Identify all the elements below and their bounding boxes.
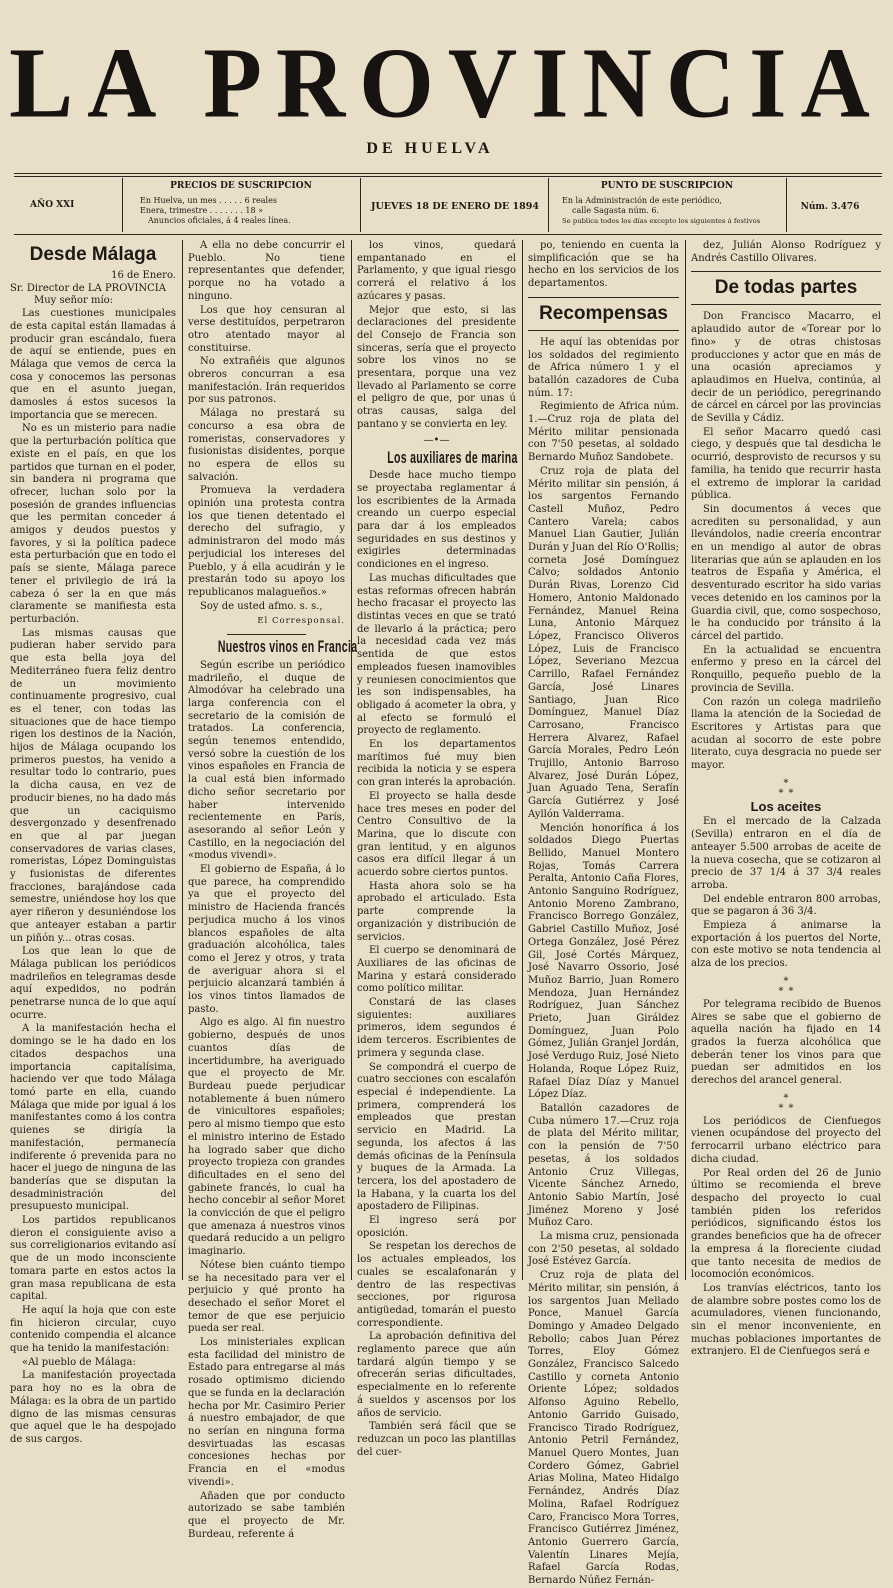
subscription-line: Anuncios oficiales, á 4 reales línea. bbox=[148, 216, 291, 225]
subscription-point-line: calle Sagasta núm. 6. bbox=[572, 206, 660, 215]
column-separator bbox=[182, 240, 183, 1280]
article-heading: Desde Málaga bbox=[29, 244, 157, 265]
column-3 bbox=[357, 240, 518, 1458]
info-separator bbox=[786, 178, 787, 232]
paragraph: No extrañéis que algunos obreros concurran a esa manifestación. Irán requeridos por sus patronos. bbox=[188, 356, 345, 406]
paragraph: En la actualidad se encuentra enfermo y preso en la cárcel del Ronquillo, pequeño pueblo de la provincia de Sevilla. bbox=[691, 644, 881, 694]
column-4 bbox=[528, 240, 679, 1587]
column-separator bbox=[522, 240, 523, 1280]
paragraph: Se respetan los derechos de los actuales empleados, los cuales se escalafonarán y dentro de las respectivas secciones, por rigurosa antigüedad, tomarán el puesto correspondiente. bbox=[357, 1241, 516, 1329]
section-heading: Los aceites bbox=[750, 798, 822, 814]
paragraph: Los que hoy censuran al verse destituídos, perpetraron otro atentado mayor al constituirse. bbox=[188, 304, 345, 354]
issue-number: Núm. 3.476 bbox=[800, 202, 860, 212]
salutation: Sr. Director de LA PROVINCIA bbox=[10, 282, 166, 294]
paragraph: Los periódicos de Cienfuegos vienen ocupándose del proyecto del ferrocarril urbano eléctrico para dicha ciudad. bbox=[691, 1115, 881, 1165]
paragraph: Los tranvías eléctricos, tanto los de alambre sobre postes como los de acumuladores, vienen funcionando, sin el menor inconveniente, en muchas poblaciones importantes de extranjero. El de Cienfuegos será e bbox=[691, 1282, 881, 1358]
header-rule-top-2 bbox=[14, 176, 882, 177]
ornament-stars: ∗ ∗ ∗ bbox=[777, 973, 795, 995]
paragraph: Don Francisco Macarro, el aplaudido autor de «Torear por lo fino» y de otras chistosas producciones y actor que en más de una ocasión apreciamos y aplaudimos en Huelva, continúa, al decir de un periódico, peregrinando de cárcel en cárcel por las provincias de Sevilla y Cádiz. bbox=[691, 311, 881, 425]
paragraph: El señor Macarro quedó casi ciego, y después que tal desdicha le ocurrió, desprovisto de recursos y su familia, ha tenido que recurrir hasta el extremo de implorar la caridad pública. bbox=[691, 426, 881, 502]
salutation: Muy señor mío: bbox=[34, 295, 114, 307]
newspaper-title: LA PROVINCIA bbox=[9, 26, 884, 139]
article-heading: Nuestros vinos en Francia bbox=[217, 637, 358, 657]
paragraph: Por telegrama recibido de Buenos Aires se sabe que el gobierno de aquella nación ha fijado en 14 grados la fuerza alcohólica que deberán tener los vinos para que puedan ser admitidos en los derechos del arancel general. bbox=[691, 998, 881, 1087]
paragraph: Desde hace mucho tiempo se proyectaba reglamentar á los escribientes de la Armada creando un cuerpo especial para dar á los empleados seguridades en sus destinos y exigirles determinadas condiciones en el ingreso. bbox=[357, 470, 516, 571]
newspaper-subtitle: DE HUELVA bbox=[366, 140, 494, 157]
paragraph: Los ministeriales explican esta facilidad del ministro de Estado para entregarse al más rosado optimismo diciendo que se funda en la declaración hecha por Mr. Casimiro Perier á nuestro embajador, de que no serían en ninguna forma desvirtuadas las escasas concesiones hechas por Francia en el «modus vivendi». bbox=[188, 1337, 345, 1488]
info-separator bbox=[360, 178, 361, 232]
paragraph: Batallón cazadores de Cuba número 17.—Cruz roja de plata del Mérito militar, con la pensión de 7'50 pesetas, á los soldados Antonio Cruz Villegas, Vicente Sánchez Arnedo, Antonio Sabio Martín, José Jiménez Moreno y José Muñoz Caro. bbox=[528, 1103, 679, 1229]
paragraph: En el mercado de la Calzada (Sevilla) entraron en el día de anteayer 5.500 arrobas de aceite de la nueva cosecha, que se cotizaron al precio de 37 1/4 á 37 3/4 reales arroba. bbox=[691, 816, 881, 891]
paragraph: Por Real orden del 26 de Junio último se recomienda el breve despacho del proyecto lo cual también piden los referidos periódicos, significando éstos los grandes beneficios que ha de ofrecer la empresa á la floreciente ciudad que tanto necesita de medios de locomoción económicos. bbox=[691, 1167, 881, 1281]
paragraph: La manifestación proyectada para hoy no es la obra de Málaga: es la obra de un partido digno de las mismas censuras que aquel que le ha despojado de sus cargos. bbox=[10, 1370, 176, 1445]
subscription-prices bbox=[130, 178, 352, 232]
paragraph: El cuerpo se denominará de Auxiliares de las oficinas de Marina y estará considerado como político militar. bbox=[357, 945, 516, 995]
paragraph: Regimiento de Africa núm. 1.—Cruz roja de plata del Mérito militar pensionada con 7'50 pesetas, al soldado Bernardo Muñoz Sandobete. bbox=[528, 401, 679, 464]
signature: El Corresponsal. bbox=[257, 616, 345, 627]
paragraph: Las mismas causas que pudieran haber servido para que esta bella joya del Mediterráneo fuera feliz dentro de un movimiento continuamente progresivo, cual es el tener, con todas las situaciones que de hace tiempo rigen los destinos de la Nación, hijos de Málaga ocupando los primeros puestos, ha venido a resultar todo lo contrario, pues la dicha causa, en vez de producir bienes, no ha dado más que un caciquismo desvergonzado y desenfrenado en que al par juegan conservadores de varias clases, romeristas, López Dominguistas y fusionistas de diferentes fracciones, barajándose cada semestre, uniéndose hoy los que ayer riñeron y desuniéndose los que anteayer estaban a partir un piñón y... otras cosas. bbox=[10, 627, 176, 944]
paragraph: Hasta ahora solo se ha aprobado el articulado. Esta parte comprende la organización y distribución de servicios. bbox=[357, 880, 516, 943]
paragraph: He aquí las obtenidas por los soldados del regimiento de Africa número 1 y el batallón cazadores de Cuba núm. 17: bbox=[528, 336, 679, 399]
heading-box bbox=[528, 297, 679, 331]
paragraph: Cruz roja de plata del Mérito militar sin pensión, á los sargentos Fernando Castell Muñoz, Pedro Cantero Varela; cabos Manuel Lian Gautier, Julián Durán y Juan del Río O'Rollis; corneta José Domínguez Calvo; soldados Antonio Durán Rivas, Lorenzo Cid Homero, Antonio Maldonado Fernández, Manuel Reina Luna, Antonio Márquez López, Francisco Oliveros López, Luis de Francisco López, Severiano Mezcua Carrillo, Rafael Fernández García, José Linares Santiago, Juan Rico Domínguez, Manuel Díaz Carrosano, Francisco Herrera Alvarez, Rafael García Morales, Pedro León Trujillo, Antonio Barroso Alvarez, José Durán López, Juan Aguado Tena, Serafín García Gutiérrez y José Ayllón Valderrama. bbox=[528, 465, 679, 820]
column-5 bbox=[691, 240, 881, 1358]
column-separator bbox=[685, 240, 686, 1280]
issue-date: JUEVES 18 DE ENERO DE 1894 bbox=[371, 201, 539, 212]
paragraph: No es un misterio para nadie que la perturbación política que existe en el país, en que los partidos que turnan en el poder, sin bandera ni programa que ofrecer, luchan solo por la posesión de grandes influencias que les permitan conceder á amigos y deudos puestos y favores, y si la política padece esta perturbación que en todo el país se siente, Málaga parece tener el privilegio de irá la cabeza ó ser la en que más claramente se manifiesta esta perturbación. bbox=[10, 423, 176, 625]
paragraph: La misma cruz, pensionada con 2'50 pesetas, al soldado José Estévez García. bbox=[528, 1231, 679, 1268]
paragraph: Las cuestiones municipales de esta capital están llamadas á producir gran escándalo, fuera de aquí se entiende, pues en Málaga que vemos de cerca la cosa y conocemos las personas que en el asunto juegan, damosles á estos sucesos la importancia que se merecen. bbox=[10, 308, 176, 421]
paragraph: En los departamentos marítimos fué muy bien recibida la noticia y se espera con gran interés la aprobación. bbox=[357, 739, 516, 789]
paragraph: También será fácil que se reduzcan un poco las plantillas del cuer- bbox=[357, 1421, 516, 1458]
paragraph: Nótese bien cuánto tiempo se ha necesitado para ver el perjuicio y qué pronto ha desechado el señor Moret el temor de que ese perjuicio pueda ser real. bbox=[188, 1259, 345, 1335]
subscription-point bbox=[556, 178, 778, 232]
paragraph: Cruz roja de plata del Mérito militar, sin pensión, á los sargentos Juan Mellado Ponce, Manuel García Domingo y Amadeo Delgado Rebollo; cabos Juan Pérez Torres, Eloy Gómez González, Francisco Salcedo Castillo y corneta Antonio Oriente López; soldados Alfonso Aguino Rebello, Antonio Garrido Guisado, Francisco Tirado Rodríguez, Antonio Petril Fernández, Manuel Quero Montes, Juan Cordero Gómez, Gabriel Arias Molina, Mateo Hidalgo Fernández, Andrés Díaz Molina, Rafael Rodríguez Caro, Francisco Mora Torres, Francisco Gutiérrez Jiménez, Antonio Guerrero García, Valentín Linares Mejía, Rafael García Rodas, Bernardo Núñez Fernán- bbox=[528, 1270, 679, 1587]
paragraph: El gobierno de España, á lo que parece, ha comprendido ya que el proyecto del ministro de Hacienda francés perjudica mucho á los vinos blancos españoles de alta graduación alcohólica, tales como el Jerez y otros, y trata de averiguar ahora si el perjuicio alcanzará también á los vinos tintos llamados de pasto. bbox=[188, 864, 345, 1015]
paragraph: Añaden que por conducto autorizado se sabe también que el proyecto de Mr. Burdeau, referente á bbox=[188, 1490, 345, 1540]
paragraph: Los partidos republicanos dieron el consiguiente aviso a sus correligionarios evitando así que de un modo inconsciente tomara parte en estos actos la gran masa republicana de esta capital. bbox=[10, 1215, 176, 1303]
ornament-stars: ∗ ∗ ∗ bbox=[777, 775, 795, 797]
paragraph: A la manifestación hecha el domingo se le ha dado en los citados despachos una importancia capitalísima, haciendo ver que todo Málaga tomó parte en ella, cuando Málaga que mide por igual á los manifestantes como á los contra quienes se dirigía la manifestación, permanecía indiferente ó prevenida para no hacer el juego de ninguna de las banderías que se disputan la desadministración del presupuesto municipal. bbox=[10, 1023, 176, 1213]
paragraph: Las muchas dificultades que estas reformas ofrecen habrán hecho fracasar el proyecto las distintas veces en que se trató de llevarlo á la práctica; pero la necesidad cada vez más sentida de que estos empleados fuesen inamovibles y reuniesen conocimientos que les son indispensables, ha obligado á acometer la obra, y al efecto se formuló el proyecto de reglamento. bbox=[357, 572, 516, 737]
paragraph: «Al pueblo de Málaga: bbox=[22, 1356, 136, 1368]
subscription-title: PRECIOS DE SUSCRIPCION bbox=[170, 181, 312, 191]
masthead bbox=[0, 26, 893, 139]
paragraph: Empieza á animarse la exportación á los puertos del Norte, con este motivo se nota tendencia al alza de los precios. bbox=[691, 920, 881, 970]
paragraph: Promueva la verdadera opinión una protesta contra los que tienen detentado el derecho del sufragio, y administraron del modo más perjudicial los intereses del Pueblo, y á ella acudirán y le prestarán todo su apoyo los republicanos malagueños.» bbox=[188, 485, 345, 598]
paragraph: A ella no debe concurrir el Pueblo. No tiene representantes que defender, porque no ha votado a ninguno. bbox=[188, 240, 345, 302]
paragraph: Del endeble entraron 800 arrobas, que se pagaron á 36 3/4. bbox=[691, 893, 881, 918]
dateline: 16 de Enero. bbox=[111, 270, 176, 281]
ornament-divider: —•— bbox=[423, 434, 450, 446]
subscription-line: Enera, trimestre . . . . . . . 18 » bbox=[140, 206, 263, 215]
ornament-stars: ∗ ∗ ∗ bbox=[777, 1090, 795, 1112]
paragraph: La aprobación definitiva del reglamento parece que aún tardará algún tiempo y se ofrecerán serias dificultades, especialmente en lo referente á sueldos y ascensos por los años de servicio. bbox=[357, 1331, 516, 1419]
subscription-point-line: En la Administración de este periódico, bbox=[562, 196, 722, 205]
paragraph: Algo es algo. Al fin nuestro gobierno, después de unos cuantos días de incertidumbre, ha averiguado que el proyecto de Mr. Burdeau puede perjudicar notablemente á buen número de vinicultores españoles; pero al mismo tiempo que esto el ministro interino de Estado ha logrado saber que dicho proyecto tropieza con grandes dificultades en el seno del gabinete francés, lo cual ha hecho concebir al señor Moret la convicción de que el peligro que amenaza á nuestros vinos quedará reducido a un peligro imaginario. bbox=[188, 1017, 345, 1258]
divider bbox=[227, 634, 306, 635]
column-2 bbox=[188, 240, 358, 1540]
paragraph: Mención honorífica á los soldados Diego Puertas Bellido, Manuel Montero Rojas, Tomás Carrera Peralta, Antonio Caña Flores, Antonio Sanguino Rodríguez, Antonio Moreno Zambrano, Francisco Borrego González, Gabriel Castillo Muñoz, José Ortega González, José Pérez Gil, José Cortés Márquez, José Navarro Ossorio, José Muñoz Barrio, Juan Romero Mendoza, Juan Hernández Rodríguez, Juan Sánchez Prieto, Juan Giráldez Domínguez, Juan Polo Gómez, Julián Granjel Jordán, José Verdugo Ruiz, José Nieto Holanda, Roque López Ruiz, Rafael Díaz Díaz y Manuel López Díaz. bbox=[528, 822, 679, 1101]
paragraph: los vinos, quedará empantanado en el Parlamento, y que igual riesgo correrá el relativo á los azúcares y pasas. bbox=[357, 240, 516, 302]
paragraph: Soy de usted afmo. s. s., bbox=[200, 600, 323, 612]
article-heading: Recompensas bbox=[539, 302, 668, 324]
header-rule-top bbox=[14, 173, 882, 174]
subscription-point-line: Se publica todos los días excepto los siguientes á festivos bbox=[562, 217, 761, 225]
paragraph: Constará de las clases siguientes: auxiliares primeros, idem segundos é idem terceros. Escribientes de primera y segunda clase. bbox=[357, 997, 516, 1059]
column-separator bbox=[351, 240, 352, 1280]
paragraph: Se compondrá el cuerpo de cuatro secciones con escalafón especial é independiente. La primera, comprenderá los empleados que prestan servicio en Madrid. La segunda, los afectos á las demás oficinas de la Península y buques de la Armada. La tercera, los del apostadero de la Habana, y la cuarta los del apostadero de Filipinas. bbox=[357, 1061, 516, 1213]
paragraph: El proyecto se halla desde hace tres meses en poder del Centro Consultivo de la Marina, que lo discute con gran lentitud, y en algunos casos era difícil llegar á un acuerdo sobre ciertos puntos. bbox=[357, 790, 516, 879]
paragraph: He aquí la hoja que con este fin hicieron circular, cuyo contenido compendia el alcance que ha tenido la manifestación: bbox=[10, 1304, 176, 1355]
subscription-line: En Huelva, un mes . . . . . 6 reales bbox=[140, 196, 277, 205]
info-separator bbox=[122, 178, 123, 232]
year-label: AÑO XXI bbox=[30, 200, 75, 210]
paragraph: Málaga no prestará su concurso a esa obra de romeristas, conservadores y fusionistas disidentes, porque no espera de ellos su salvación. bbox=[188, 408, 345, 483]
heading-box bbox=[691, 271, 881, 305]
paragraph: Mejor que esto, si las declaraciones del presidente del Consejo de Francia son sinceras, sería que el proyecto sobre los vinos no se presentara, porque una vez llevado al Parlamento se corre el peligro de que, por unas ú otras causas, salga del pantano y se convierta en ley. bbox=[357, 304, 516, 430]
paragraph: El ingreso será por oposición. bbox=[357, 1215, 516, 1239]
article-heading: Los auxiliares de marina bbox=[387, 447, 518, 467]
paragraph: Según escribe un periódico madrileño, el duque de Almodóvar ha celebrado una larga conferencia con el secretario de la comisión de tratados. La conferencia, según tenemos entendido, versó sobre la cuestión de los vinos españoles en Francia de la cual está bien informado dicho señor secretario por haber intervenido recientemente en París, asesorando al señor León y Castillo, en la negociación del «modus vivendi». bbox=[188, 659, 345, 862]
paragraph: Con razón un colega madrileño llama la atención de la Sociedad de Escritores y Artistas para que acudan al socorro de este pobre literato, cuya desgracia no puede ser mayor. bbox=[691, 696, 881, 772]
subscription-point-title: PUNTO DE SUSCRIPCION bbox=[600, 181, 734, 191]
paragraph: po, teniendo en cuenta la simplificación que se ha hecho en los servicios de los departamentos. bbox=[528, 240, 679, 290]
paragraph: Los que lean lo que de Málaga publican los periódicos madrileños en telegramas desde aquí expedidos, no podrán penetrarse nunca de lo que aquí ocurre. bbox=[10, 946, 176, 1021]
info-separator bbox=[548, 178, 549, 232]
paragraph: Sin documentos á veces que acrediten su personalidad, y aun llevándolos, nadie creería encontrar en un mendigo al autor de obras literarias que aún se aplauden en los teatros de España y América, el desventurado escritor ha sido varias veces detenido en los caminos por la Guardia civil, que, como sospechoso, le ha conducido por tránsito á la cárcel del partido. bbox=[691, 503, 881, 642]
column-1 bbox=[10, 240, 176, 1445]
article-heading: De todas partes bbox=[714, 277, 858, 299]
paragraph: dez, Julián Alonso Rodríguez y Andrés Castillo Olivares. bbox=[691, 240, 881, 264]
